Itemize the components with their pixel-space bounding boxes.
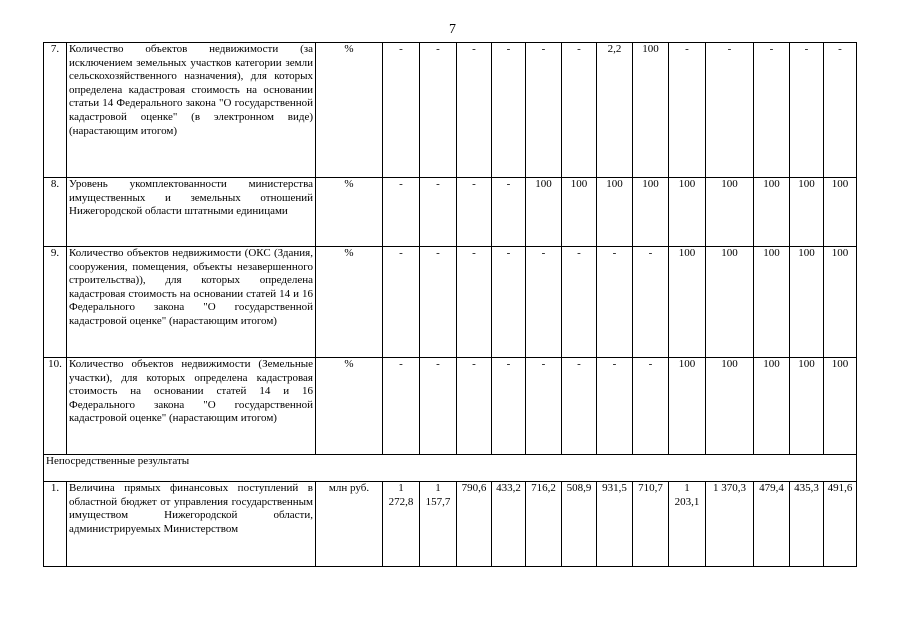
value-cell: 100 <box>706 178 754 247</box>
value-cell: 100 <box>633 43 669 178</box>
value-cell: - <box>492 358 526 455</box>
value-cell: - <box>562 358 597 455</box>
table-row <box>44 43 857 178</box>
value-cell: 433,2 <box>492 482 526 567</box>
value-cell: 1 272,8 <box>383 482 420 567</box>
unit-cell: % <box>316 247 383 358</box>
value-cell: - <box>457 247 492 358</box>
indicators-table <box>43 42 857 567</box>
section-title: Непосредственные результаты <box>44 455 857 482</box>
value-cell: - <box>754 43 790 178</box>
value-cell: 100 <box>754 178 790 247</box>
table-row <box>44 247 857 358</box>
value-cell: 710,7 <box>633 482 669 567</box>
unit-cell: % <box>316 43 383 178</box>
value-cell: 435,3 <box>790 482 824 567</box>
value-cell: 100 <box>754 247 790 358</box>
indicator-name: Количество объектов недвижимости (Земельные участки), для которых определена кадастровая стоимость на основании статей 14 и 16 Федерального закона "О государственной кадастровой оценке" (нарастающим итогом) <box>67 358 316 455</box>
row-number: 1. <box>44 482 67 567</box>
value-cell: - <box>526 358 562 455</box>
row-number: 9. <box>44 247 67 358</box>
value-cell: - <box>526 247 562 358</box>
value-cell: - <box>492 247 526 358</box>
unit-cell: % <box>316 358 383 455</box>
value-cell: - <box>492 178 526 247</box>
value-cell: - <box>492 43 526 178</box>
value-cell: 100 <box>824 247 857 358</box>
value-cell: 479,4 <box>754 482 790 567</box>
value-cell: 100 <box>754 358 790 455</box>
value-cell: 508,9 <box>562 482 597 567</box>
indicator-name: Количество объектов недвижимости (ОКС (Здания, сооружения, помещения, объекты незавершенного строительства)), для которых определена кадастровая стоимость на основании статей 14 и 16 Федерального закона "О государственной кадастровой оценке" (нарастающим итогом) <box>67 247 316 358</box>
value-cell: - <box>633 247 669 358</box>
value-cell: 491,6 <box>824 482 857 567</box>
row-number: 8. <box>44 178 67 247</box>
value-cell: - <box>562 43 597 178</box>
value-cell: 1 370,3 <box>706 482 754 567</box>
value-cell: - <box>790 43 824 178</box>
value-cell: 100 <box>706 247 754 358</box>
value-cell: 100 <box>526 178 562 247</box>
value-cell: - <box>420 178 457 247</box>
value-cell: - <box>383 358 420 455</box>
table-row <box>44 358 857 455</box>
value-cell: - <box>420 43 457 178</box>
row-number: 10. <box>44 358 67 455</box>
value-cell: 931,5 <box>597 482 633 567</box>
value-cell: 100 <box>562 178 597 247</box>
value-cell: 100 <box>790 178 824 247</box>
indicator-name: Величина прямых финансовых поступлений в областной бюджет от управления государственным имуществом Нижегородской области, администрируемых Министерством <box>67 482 316 567</box>
value-cell: - <box>457 358 492 455</box>
row-number: 7. <box>44 43 67 178</box>
value-cell: - <box>457 43 492 178</box>
indicator-name: Количество объектов недвижимости (за исключением земельных участков категории земли сельскохозяйственного назначения), для которых определена кадастровая стоимость на основании статьи 14 Федерального закона "О государственной кадастровой оценке" (в электронном виде) (нарастающим итогом) <box>67 43 316 178</box>
indicator-name: Уровень укомплектованности министерства имущественных и земельных отношений Нижегородской области штатными единицами <box>67 178 316 247</box>
value-cell: 100 <box>824 358 857 455</box>
value-cell: - <box>420 247 457 358</box>
value-cell: - <box>526 43 562 178</box>
value-cell: 100 <box>669 247 706 358</box>
section-row <box>44 455 857 482</box>
value-cell: 790,6 <box>457 482 492 567</box>
page-number: 7 <box>449 22 456 37</box>
table-row <box>44 482 857 567</box>
value-cell: - <box>706 43 754 178</box>
value-cell: - <box>597 358 633 455</box>
value-cell: 1 157,7 <box>420 482 457 567</box>
value-cell: 100 <box>669 178 706 247</box>
value-cell: 1 203,1 <box>669 482 706 567</box>
value-cell: 100 <box>824 178 857 247</box>
value-cell: 2,2 <box>597 43 633 178</box>
value-cell: - <box>457 178 492 247</box>
table-row <box>44 178 857 247</box>
value-cell: 100 <box>669 358 706 455</box>
unit-cell: % <box>316 178 383 247</box>
value-cell: 716,2 <box>526 482 562 567</box>
value-cell: 100 <box>790 247 824 358</box>
value-cell: 100 <box>633 178 669 247</box>
value-cell: - <box>383 247 420 358</box>
value-cell: - <box>383 178 420 247</box>
value-cell: - <box>669 43 706 178</box>
value-cell: - <box>633 358 669 455</box>
value-cell: - <box>562 247 597 358</box>
value-cell: - <box>597 247 633 358</box>
value-cell: 100 <box>597 178 633 247</box>
value-cell: - <box>383 43 420 178</box>
value-cell: 100 <box>790 358 824 455</box>
value-cell: 100 <box>706 358 754 455</box>
unit-cell: млн руб. <box>316 482 383 567</box>
value-cell: - <box>420 358 457 455</box>
value-cell: - <box>824 43 857 178</box>
